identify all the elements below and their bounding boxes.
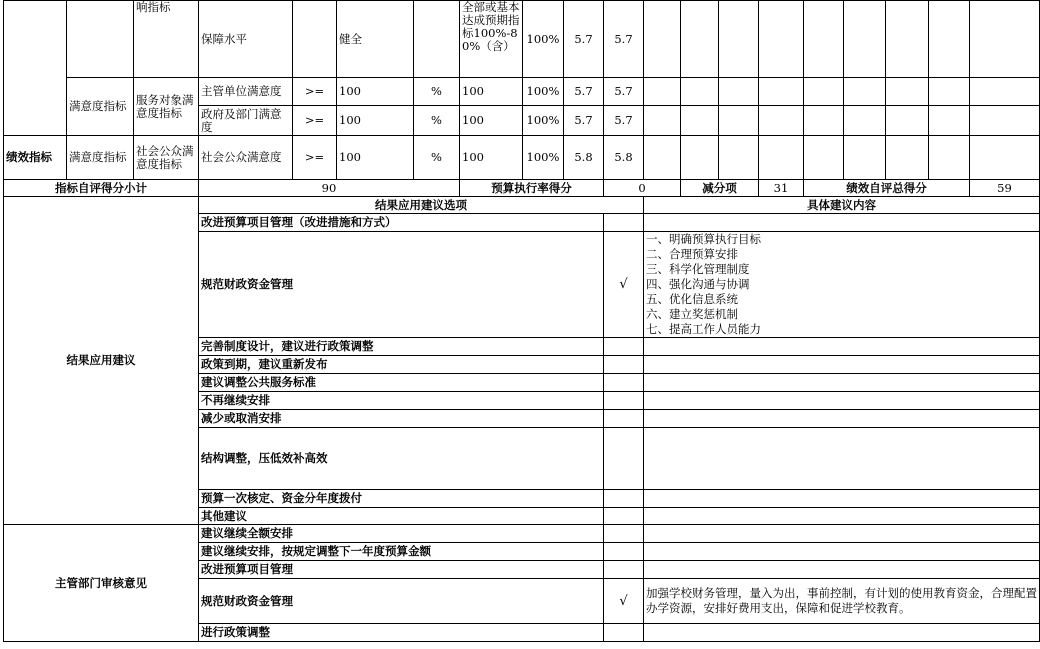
- review-advice: [644, 525, 1040, 543]
- review-text: 进行政策调整: [199, 624, 604, 642]
- cell-rate: 100%: [523, 78, 564, 106]
- option-advice: [644, 214, 1040, 232]
- review-text: 建议继续全额安排: [199, 525, 604, 543]
- cell-unit: %: [414, 136, 460, 180]
- option-advice: [644, 338, 1040, 356]
- empty-cell: [929, 136, 970, 180]
- review-section-label: 主管部门审核意见: [4, 525, 199, 642]
- empty-cell: [844, 136, 886, 180]
- cell-weight: 5.7: [564, 106, 604, 136]
- empty-cell: [804, 78, 844, 106]
- review-check: [604, 561, 644, 579]
- cell-score: 5.7: [604, 78, 644, 106]
- cell-score: 5.8: [604, 136, 644, 180]
- cell-metric: 政府及部门满意度: [199, 106, 293, 136]
- results-header-row: [4, 197, 1040, 214]
- empty-cell: [719, 78, 759, 106]
- cell-op: >=: [293, 106, 337, 136]
- empty-cell: [644, 136, 681, 180]
- cell-actual: 100: [460, 136, 523, 180]
- cell-metric: 社会公众满意度: [199, 136, 293, 180]
- cell-l1: 绩效指标: [4, 136, 67, 180]
- option-check: [604, 490, 644, 508]
- budget-rate-label: 预算执行率得分: [460, 180, 604, 197]
- cell-score: 5.7: [604, 1, 644, 78]
- option-check: [604, 410, 644, 428]
- cell-l3: 响指标: [134, 1, 199, 78]
- review-text: 建议继续安排，按规定调整下一年度预算金额: [199, 543, 604, 561]
- cell-l2: 满意度指标: [67, 136, 134, 180]
- cell-rate: 100%: [523, 1, 564, 78]
- empty-cell: [886, 106, 929, 136]
- empty-cell: [644, 1, 681, 78]
- empty-cell: [886, 78, 929, 106]
- option-advice: 一、明确预算执行目标 二、合理预算安排 三、科学化管理制度 四、强化沟通与协调 五、优化信息系统 六、建立奖惩机制 七、提高工作人员能力: [644, 232, 1040, 338]
- option-advice: [644, 428, 1040, 490]
- empty-cell: [970, 78, 1040, 106]
- option-advice: [644, 356, 1040, 374]
- option-text: 规范财政资金管理: [199, 232, 604, 338]
- cell-actual: 100: [460, 106, 523, 136]
- empty-cell: [886, 1, 929, 78]
- cell-l2: [67, 1, 134, 78]
- total-score-value: 59: [970, 180, 1040, 197]
- empty-cell: [844, 106, 886, 136]
- empty-cell: [681, 78, 719, 106]
- option-advice: [644, 410, 1040, 428]
- deduction-value: 31: [759, 180, 804, 197]
- empty-cell: [929, 78, 970, 106]
- cell-weight: 5.7: [564, 1, 604, 78]
- option-text: 建议调整公共服务标准: [199, 374, 604, 392]
- empty-cell: [844, 1, 886, 78]
- option-check: [604, 392, 644, 410]
- options-header: 结果应用建议选项: [199, 197, 644, 214]
- cell-op: [293, 1, 337, 78]
- cell-l3: 社会公众满意度指标: [134, 136, 199, 180]
- cell-unit: [414, 1, 460, 78]
- cell-target: 100: [337, 106, 414, 136]
- cell-l2: 满意度指标: [67, 78, 134, 136]
- total-score-label: 绩效自评总得分: [804, 180, 970, 197]
- cell-l3: 服务对象满意度指标: [134, 78, 199, 136]
- review-advice: [644, 624, 1040, 642]
- empty-cell: [844, 78, 886, 106]
- advice-header: 具体建议内容: [644, 197, 1040, 214]
- empty-cell: [681, 136, 719, 180]
- option-text: 政策到期，建议重新发布: [199, 356, 604, 374]
- cell-metric: 保障水平: [199, 1, 293, 78]
- empty-cell: [929, 1, 970, 78]
- empty-cell: [886, 136, 929, 180]
- option-advice: [644, 490, 1040, 508]
- evaluation-table: [3, 0, 1040, 642]
- empty-cell: [929, 106, 970, 136]
- review-text: 规范财政资金管理: [199, 579, 604, 624]
- empty-cell: [759, 1, 804, 78]
- empty-cell: [644, 106, 681, 136]
- review-advice: 加强学校财务管理，量入为出，事前控制，有计划的使用教育资金，合理配置办学资源，安排好费用支出，保障和促进学校教育。: [644, 579, 1040, 624]
- option-text: 减少或取消安排: [199, 410, 604, 428]
- empty-cell: [804, 1, 844, 78]
- option-text: 不再继续安排: [199, 392, 604, 410]
- option-text: 完善制度设计，建议进行政策调整: [199, 338, 604, 356]
- empty-cell: [804, 136, 844, 180]
- empty-cell: [644, 78, 681, 106]
- summary-row: [4, 180, 1040, 197]
- cell-target: 100: [337, 78, 414, 106]
- deduction-label: 减分项: [681, 180, 759, 197]
- empty-cell: [759, 136, 804, 180]
- cell-score: 5.7: [604, 106, 644, 136]
- empty-cell: [804, 106, 844, 136]
- cell-op: >=: [293, 78, 337, 106]
- table-row: [4, 78, 1040, 106]
- option-text: 改进预算项目管理（改进措施和方式）: [199, 214, 604, 232]
- cell-weight: 5.8: [564, 136, 604, 180]
- empty-cell: [719, 106, 759, 136]
- empty-cell: [719, 1, 759, 78]
- review-check: [604, 624, 644, 642]
- empty-cell: [970, 136, 1040, 180]
- review-check: [604, 525, 644, 543]
- option-check: [604, 508, 644, 525]
- cell-actual: 全部或基本达成预期指标100%-80%（含）: [460, 1, 523, 78]
- cell-l1: [4, 1, 67, 136]
- cell-metric: 主管单位满意度: [199, 78, 293, 106]
- cell-op: >=: [293, 136, 337, 180]
- budget-rate-value: 0: [604, 180, 681, 197]
- empty-cell: [970, 106, 1040, 136]
- table-row: [4, 136, 1040, 180]
- subtotal-label: 指标自评得分小计: [4, 180, 199, 197]
- option-advice: [644, 508, 1040, 525]
- cell-unit: %: [414, 106, 460, 136]
- review-advice: [644, 561, 1040, 579]
- cell-weight: 5.7: [564, 78, 604, 106]
- empty-cell: [759, 106, 804, 136]
- cell-target: 健全: [337, 1, 414, 78]
- empty-cell: [970, 1, 1040, 78]
- table-row: [4, 1, 1040, 78]
- review-row: [4, 525, 1040, 543]
- option-check: [604, 374, 644, 392]
- option-advice: [644, 392, 1040, 410]
- cell-unit: %: [414, 78, 460, 106]
- option-check: [604, 428, 644, 490]
- cell-rate: 100%: [523, 106, 564, 136]
- empty-cell: [681, 106, 719, 136]
- empty-cell: [719, 136, 759, 180]
- option-advice: [644, 374, 1040, 392]
- cell-rate: 100%: [523, 136, 564, 180]
- option-text: 结构调整，压低效补高效: [199, 428, 604, 490]
- review-check: √: [604, 579, 644, 624]
- empty-cell: [759, 78, 804, 106]
- option-check: √: [604, 232, 644, 338]
- empty-cell: [681, 1, 719, 78]
- review-text: 改进预算项目管理: [199, 561, 604, 579]
- cell-actual: 100: [460, 78, 523, 106]
- subtotal-value: 90: [199, 180, 460, 197]
- option-check: [604, 356, 644, 374]
- option-check: [604, 214, 644, 232]
- results-section-label: 结果应用建议: [4, 197, 199, 525]
- cell-target: 100: [337, 136, 414, 180]
- option-text: 预算一次核定、资金分年度拨付: [199, 490, 604, 508]
- review-check: [604, 543, 644, 561]
- review-advice: [644, 543, 1040, 561]
- option-text: 其他建议: [199, 508, 604, 525]
- option-check: [604, 338, 644, 356]
